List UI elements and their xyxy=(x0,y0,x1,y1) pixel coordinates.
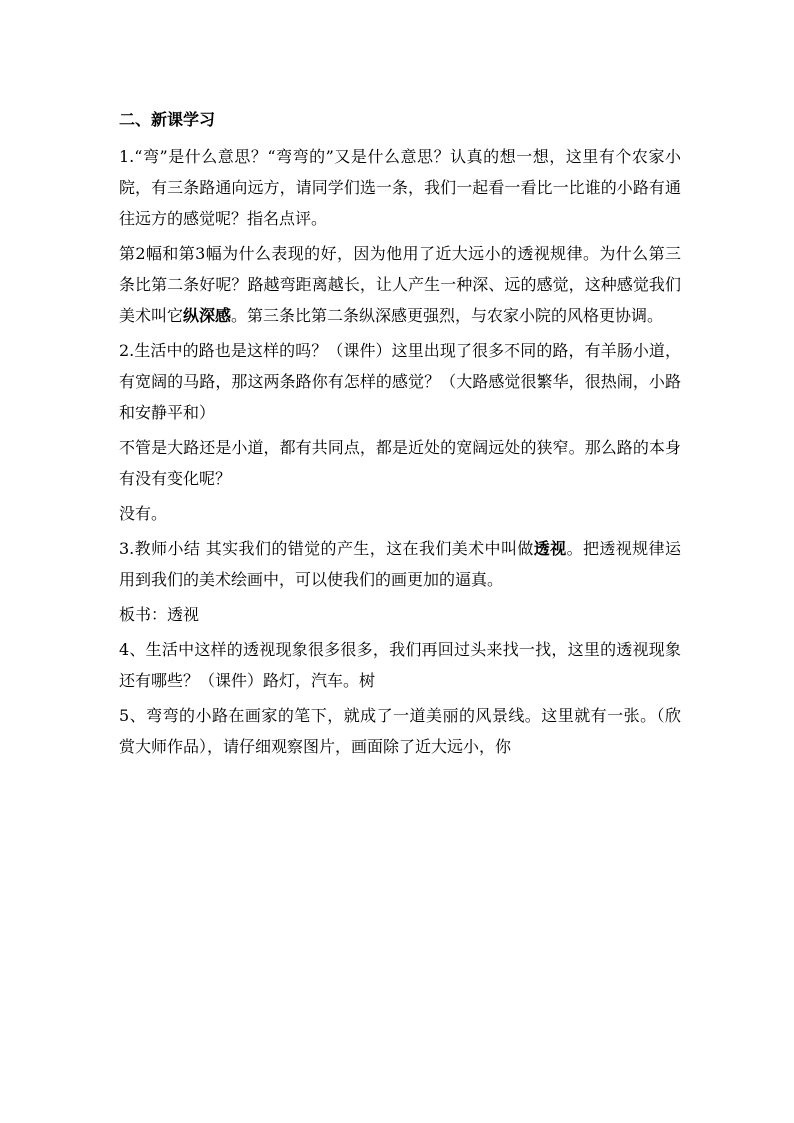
paragraph-2-text-a: 第2幅和第3幅为什么表现的好，因为他用了近大远小的透视规律。为什么第三条比第二条好呢？路越弯距离越长，让人产生一种深、远的感觉，这种感觉我们美术叫它 xyxy=(119,244,681,325)
paragraph-2-text-b: 。第三条比第二条纵深感更强烈，与农家小院的风格更协调。 xyxy=(231,306,664,325)
paragraph-7-text: 板书：透视 xyxy=(119,605,200,624)
section-heading: 二、新课学习 xyxy=(119,110,216,129)
paragraph-9-text: 5、弯弯的小路在画家的笔下，就成了一道美丽的风景线。这里就有一张。（欣赏大师作品），请仔细观察图片，画面除了近大远小，你 xyxy=(119,706,681,756)
paragraph-8 xyxy=(119,634,681,696)
paragraph-6 xyxy=(119,533,681,595)
paragraph-5 xyxy=(119,498,681,529)
term-depth-sense: 纵深感 xyxy=(183,306,232,325)
paragraph-7 xyxy=(119,599,681,630)
paragraph-3-text: 2.生活中的路也是这样的吗？（课件）这里出现了很多不同的路，有羊肠小道，有宽阔的马路，那这两条路你有怎样的感觉？（大路感觉很繁华，很热闹，小路和安静平和） xyxy=(119,341,681,422)
paragraph-6-text-a: 3.教师小结 其实我们的错觉的产生，这在我们美术中叫做 xyxy=(119,539,534,558)
paragraph-1 xyxy=(119,141,681,234)
paragraph-6-text-b: 。把透视规律运用到我们的美术绘画中，可以使我们的画更加的逼真。 xyxy=(119,539,681,589)
paragraph-8-text: 4、生活中这样的透视现象很多很多，我们再回过头来找一找，这里的透视现象还有哪些？（课件）路灯，汽车。树 xyxy=(119,640,681,690)
paragraph-9 xyxy=(119,700,681,762)
paragraph-5-text: 没有。 xyxy=(119,504,168,523)
paragraph-2 xyxy=(119,238,681,331)
paragraph-3 xyxy=(119,335,681,428)
term-perspective: 透视 xyxy=(533,539,567,558)
paragraph-1-text: 1.“弯”是什么意思？“弯弯的”又是什么意思？认真的想一想，这里有个农家小院，有三条路通向远方，请同学们选一条，我们一起看一看比一比谁的小路有通往远方的感觉呢？指名点评。 xyxy=(119,147,681,228)
paragraph-4-text: 不管是大路还是小道，都有共同点，都是近处的宽阔远处的狭窄。那么路的本身有没有变化呢？ xyxy=(119,438,681,488)
paragraph-4 xyxy=(119,432,681,494)
document-body xyxy=(119,104,681,766)
